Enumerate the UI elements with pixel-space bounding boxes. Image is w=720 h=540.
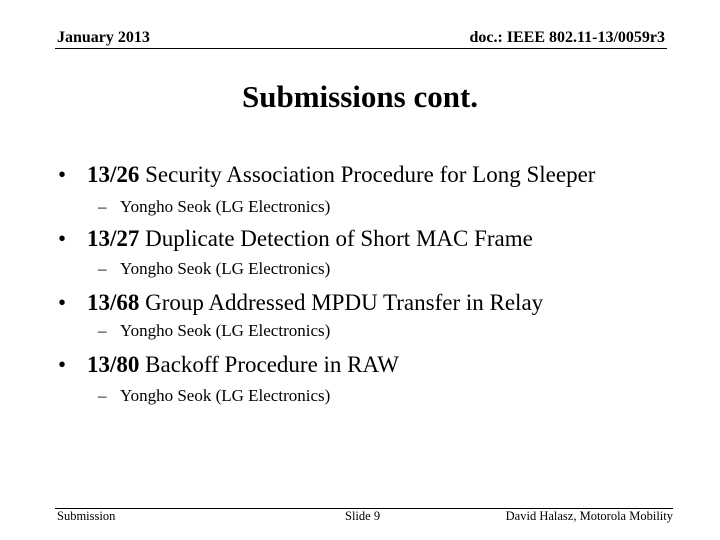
slide-title: Submissions cont. — [241, 79, 479, 114]
header-date: January 2013 — [57, 29, 150, 46]
submission-author: Yongho Seok (LG Electronics) — [120, 386, 331, 405]
footer-author: David Halasz, Motorola Mobility — [505, 509, 673, 523]
bullet-marker: • — [58, 162, 67, 187]
bullet-marker: • — [58, 352, 67, 377]
submission-number: 13/26 — [87, 162, 140, 187]
bullet-item — [58, 226, 533, 252]
submission-title: Security Association Procedure for Long Sleeper — [139, 162, 596, 187]
sub-marker: – — [98, 259, 107, 278]
sub-item — [98, 197, 330, 217]
header-doc-id: doc.: IEEE 802.11-13/0059r3 — [469, 29, 665, 46]
submission-title: Backoff Procedure in RAW — [139, 352, 399, 377]
bullet-item — [58, 290, 543, 316]
bullet-marker: • — [58, 226, 67, 251]
sub-marker: – — [98, 386, 107, 405]
submission-number: 13/27 — [87, 226, 140, 251]
submission-author: Yongho Seok (LG Electronics) — [120, 197, 331, 216]
submission-author: Yongho Seok (LG Electronics) — [120, 321, 331, 340]
footer-slide-number: Slide 9 — [345, 509, 381, 523]
submission-number: 13/80 — [87, 352, 140, 377]
submission-number: 13/68 — [87, 290, 140, 315]
sub-marker: – — [98, 321, 107, 340]
footer-submission: Submission — [57, 509, 116, 523]
bullet-item — [58, 352, 399, 378]
sub-item — [98, 386, 330, 406]
sub-item — [98, 321, 330, 341]
sub-marker: – — [98, 197, 107, 216]
submission-title: Group Addressed MPDU Transfer in Relay — [139, 290, 544, 315]
sub-item — [98, 259, 330, 279]
submission-title: Duplicate Detection of Short MAC Frame — [139, 226, 533, 251]
bullet-marker: • — [58, 290, 67, 315]
bullet-item — [58, 162, 595, 188]
submission-author: Yongho Seok (LG Electronics) — [120, 259, 331, 278]
